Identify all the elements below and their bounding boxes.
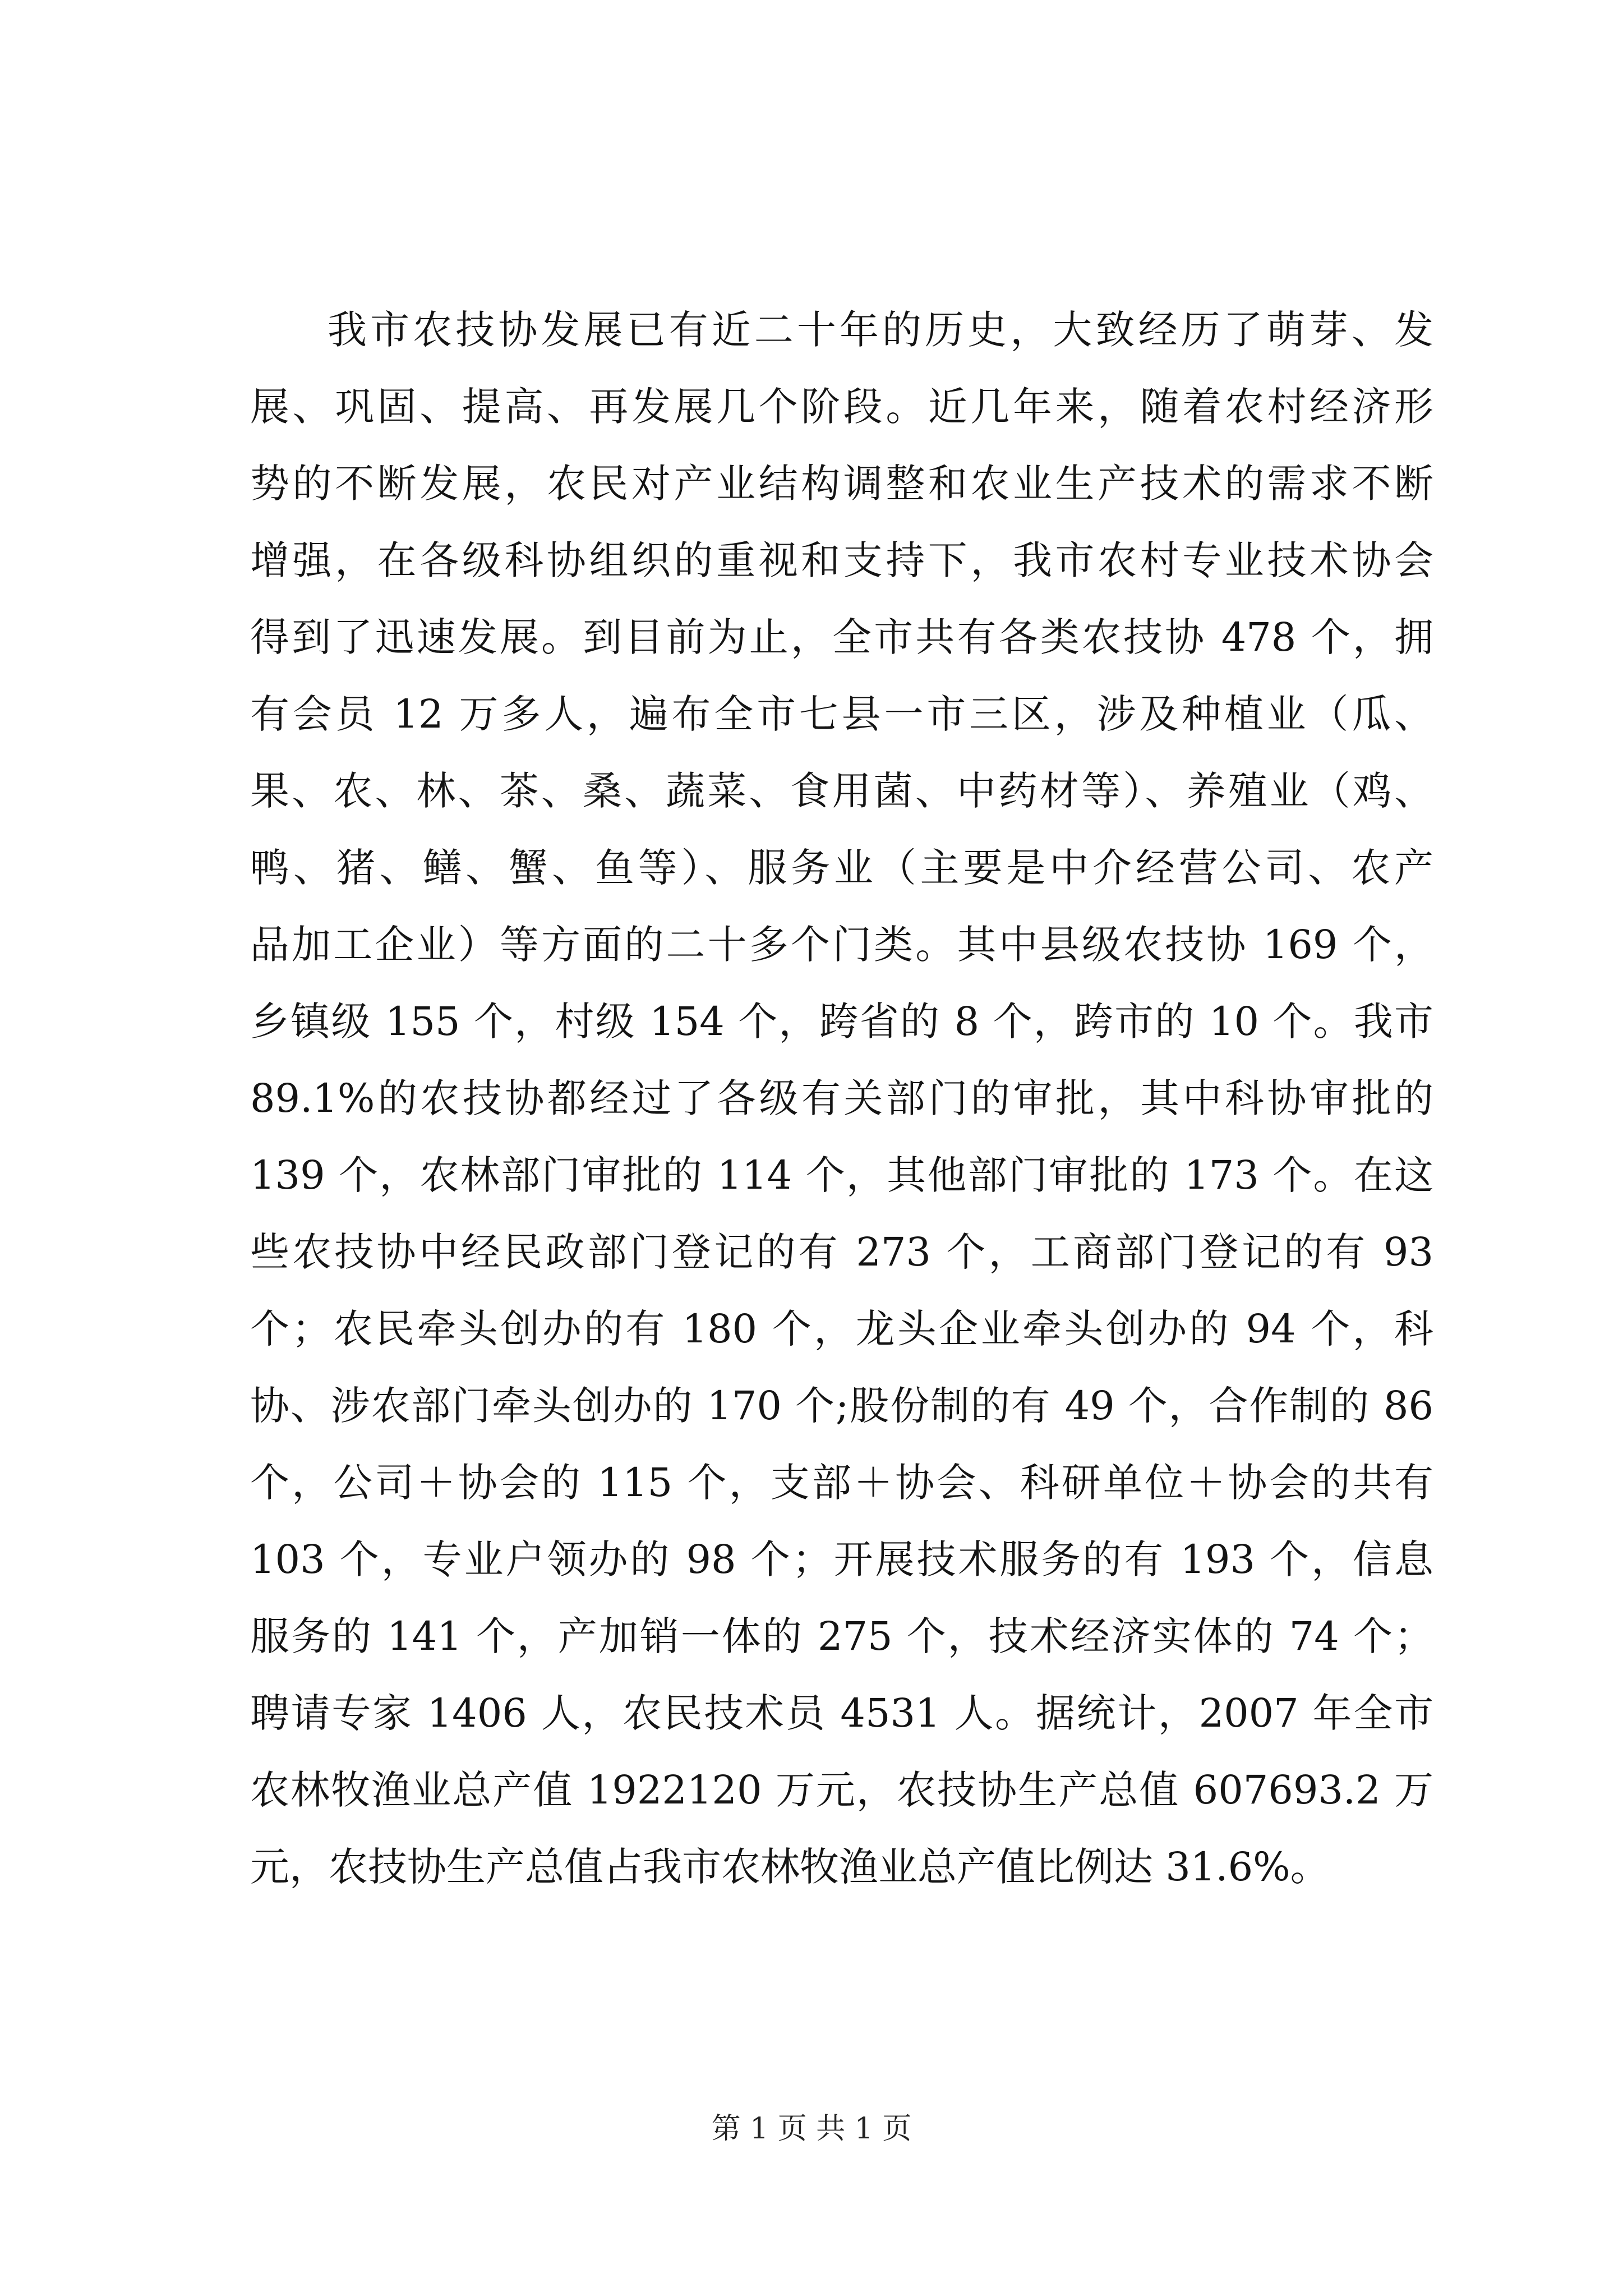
paragraph-line: 势的不断发展，农民对产业结构调整和农业生产技术的需求不断 (250, 461, 1433, 507)
paragraph-line: 个，公司＋协会的 115 个，支部＋协会、科研单位＋协会的共有 (250, 1460, 1433, 1506)
paragraph-line: 乡镇级 155 个，村级 154 个，跨省的 8 个，跨市的 10 个。我市 (250, 999, 1433, 1045)
paragraph-line: 鸭、猪、鳝、蟹、鱼等）、服务业（主要是中介经营公司、农产 (250, 845, 1433, 891)
paragraph-line: 得到了迅速发展。到目前为止，全市共有各类农技协 478 个，拥 (250, 614, 1433, 660)
paragraph-line: 些农技协中经民政部门登记的有 273 个，工商部门登记的有 93 (250, 1229, 1433, 1275)
paragraph-line: 个；农民牵头创办的有 180 个，龙头企业牵头创办的 94 个，科 (250, 1306, 1433, 1352)
paragraph-line: 139 个，农林部门审批的 114 个，其他部门审批的 173 个。在这 (250, 1152, 1433, 1198)
paragraph-line: 我市农技协发展已有近二十年的历史，大致经历了萌芽、发 (328, 307, 1433, 353)
body-paragraph (250, 292, 1433, 1906)
paragraph-line: 聘请专家 1406 人，农民技术员 4531 人。据统计，2007 年全市 (250, 1690, 1433, 1736)
paragraph-line: 增强，在各级科协组织的重视和支持下，我市农村专业技术协会 (250, 537, 1433, 583)
paragraph-line: 品加工企业）等方面的二十多个门类。其中县级农技协 169 个， (250, 922, 1433, 968)
paragraph-line: 有会员 12 万多人，遍布全市七县一市三区，涉及种植业（瓜、 (250, 691, 1433, 737)
paragraph-line: 103 个，专业户领办的 98 个；开展技术服务的有 193 个，信息 (250, 1536, 1433, 1582)
page-number-footer: 第 1 页 共 1 页 (711, 2112, 912, 2146)
paragraph-line: 展、巩固、提高、再发展几个阶段。近几年来，随着农村经济形 (250, 384, 1433, 430)
paragraph-line: 农林牧渔业总产值 1922120 万元，农技协生产总值 607693.2 万 (250, 1767, 1433, 1813)
paragraph-line: 元，农技协生产总值占我市农林牧渔业总产值比例达 31.6%。 (250, 1844, 1330, 1890)
paragraph-line: 89.1%的农技协都经过了各级有关部门的审批，其中科协审批的 (250, 1075, 1433, 1121)
paragraph-line: 协、涉农部门牵头创办的 170 个;股份制的有 49 个，合作制的 86 (250, 1383, 1433, 1429)
paragraph-line: 服务的 141 个，产加销一体的 275 个，技术经济实体的 74 个； (250, 1613, 1433, 1659)
paragraph-line: 果、农、林、茶、桑、蔬菜、食用菌、中药材等）、养殖业（鸡、 (250, 768, 1433, 814)
